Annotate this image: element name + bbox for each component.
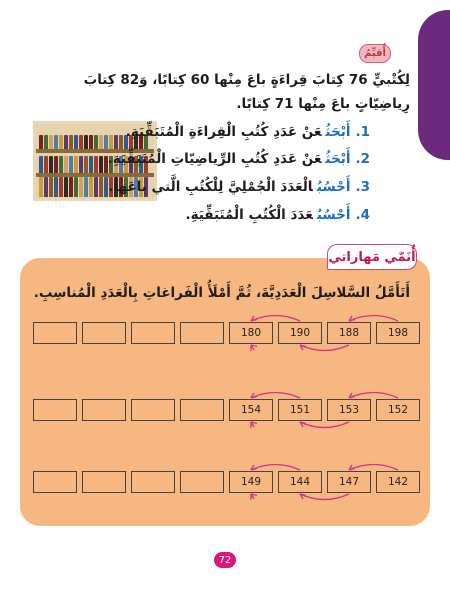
book-spine — [49, 156, 53, 173]
skills-label: أُنَمّي مَهاراتي — [327, 244, 417, 270]
number-sequence-2 — [33, 399, 421, 421]
book-spine — [99, 156, 103, 173]
question-4 — [185, 207, 370, 223]
hop-arrows — [33, 322, 421, 344]
book-spine — [114, 135, 118, 149]
book-spine — [44, 156, 48, 173]
book-spine — [54, 135, 58, 149]
question-verb: أَبْحَثُ — [325, 151, 351, 167]
book-spine — [74, 156, 78, 173]
book-spine — [99, 177, 103, 197]
question-verb: أَحْسُبُ — [316, 179, 351, 195]
number-sequence-3 — [33, 471, 421, 493]
book-spine — [79, 135, 83, 149]
book-spine — [39, 156, 43, 173]
question-2 — [108, 151, 370, 167]
sequence-instruction: أَتَأَمَّلُ السَّلاسِلَ الْعَدَدِيَّةَ، ثُمَّ أَمْلَأُ الْفَراغاتِ بِالْعَدَدِ الْمُناسِبِ. — [33, 285, 410, 301]
question-verb: أَبْحَثُ — [325, 124, 351, 140]
question-text: عَدَدَ الْكُتُبِ الْمُتَبَقِّيَةِ. — [185, 207, 313, 223]
problem-statement: لِكُتْبيٍّ 76 كِتابَ قِراءَةٍ باعَ مِنْها 60 كِتابًا، وَ82 كِتابَ رِياضِيّاتٍ باعَ مِنْها 71 كِتابًا. — [83, 72, 410, 112]
sequence-number-box: 190 — [278, 322, 322, 344]
book-spine — [69, 177, 73, 197]
question-text: عَنْ عَدَدِ كُتُبِ الْقِراءَةِ الْمُتَبَقِّيَةِ. — [125, 124, 322, 140]
book-spine — [59, 177, 63, 197]
book-spine — [89, 135, 93, 149]
book-spine — [39, 135, 43, 149]
book-spine — [69, 156, 73, 173]
question-text: عَنْ عَدَدِ كُتُبِ الرِّياضِيّاتِ الْمُتَبَقِّيَةِ. — [107, 151, 322, 167]
sequence-number-box: 147 — [327, 471, 371, 493]
hop-arrows — [33, 399, 421, 421]
question-number: 4. — [355, 207, 370, 223]
book-spine — [69, 135, 73, 149]
book-spine — [84, 156, 88, 173]
sequence-number-box: 144 — [278, 471, 322, 493]
book-spine — [39, 177, 43, 197]
hop-arrows — [33, 471, 421, 493]
chapter-side-tab — [418, 10, 450, 160]
sequence-number-box: 180 — [229, 322, 273, 344]
book-spine — [64, 135, 68, 149]
sequence-number-box: 154 — [229, 399, 273, 421]
question-verb: أَحْسُبُ — [316, 207, 351, 223]
book-spine — [64, 156, 68, 173]
book-spine — [79, 177, 83, 197]
sequence-number-box: 151 — [278, 399, 322, 421]
book-spine — [84, 135, 88, 149]
question-number: 1. — [355, 124, 370, 140]
book-spine — [54, 156, 58, 173]
question-number: 3. — [355, 179, 370, 195]
number-sequence-1 — [33, 322, 421, 344]
book-spine — [94, 177, 98, 197]
book-spine — [44, 135, 48, 149]
question-number: 2. — [355, 151, 370, 167]
sequence-number-box: 142 — [376, 471, 420, 493]
sequence-number-box: 149 — [229, 471, 273, 493]
book-spine — [94, 135, 98, 149]
book-spine — [89, 177, 93, 197]
question-1 — [126, 124, 370, 140]
book-spine — [44, 177, 48, 197]
book-spine — [89, 156, 93, 173]
book-spine — [59, 135, 63, 149]
book-spine — [119, 135, 123, 149]
book-spine — [74, 135, 78, 149]
book-spine — [94, 156, 98, 173]
sequence-number-box: 188 — [327, 322, 371, 344]
book-spine — [49, 177, 53, 197]
book-spine — [74, 177, 78, 197]
sequence-number-box: 152 — [376, 399, 420, 421]
question-text: الْعَدَدَ الْجُمْلِيَّ لِلْكُتُبِ الَّتي باعَها. — [108, 179, 313, 195]
book-spine — [84, 177, 88, 197]
sequence-number-box: 153 — [327, 399, 371, 421]
book-spine — [104, 135, 108, 149]
question-3 — [108, 179, 370, 195]
book-spine — [109, 135, 113, 149]
book-spine — [54, 177, 58, 197]
book-spine — [64, 177, 68, 197]
book-spine — [79, 156, 83, 173]
book-spine — [99, 135, 103, 149]
book-spine — [49, 135, 53, 149]
page-number: 72 — [214, 552, 236, 568]
book-spine — [59, 156, 63, 173]
sequence-number-box: 198 — [376, 322, 420, 344]
evaluate-badge: أُقيِّمُ — [359, 44, 391, 63]
